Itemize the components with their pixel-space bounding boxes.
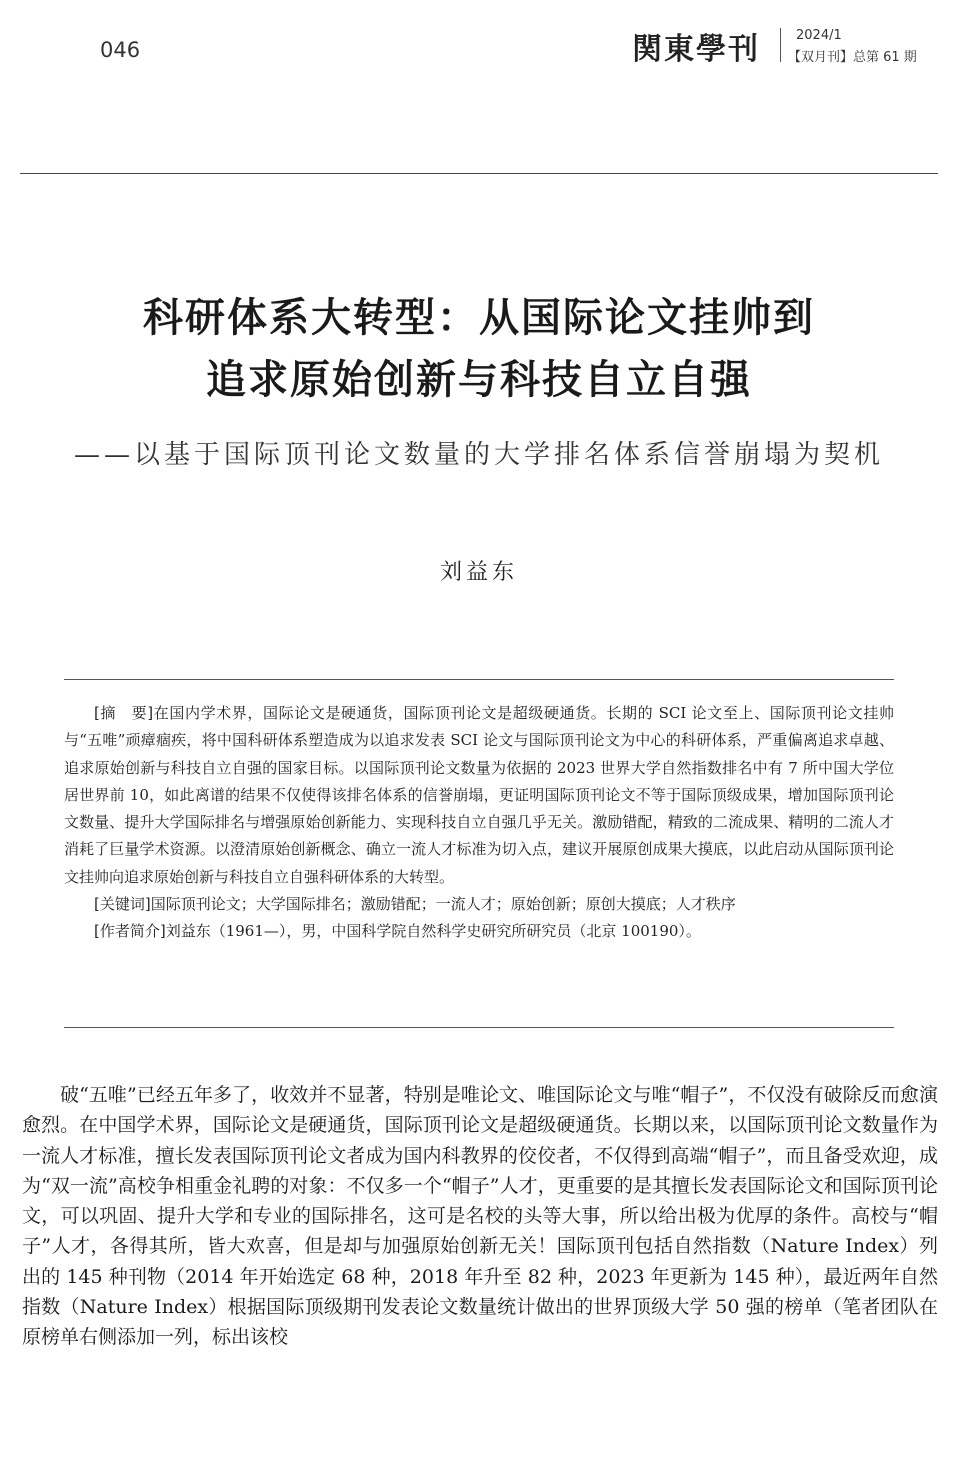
article-title-line-2: 追求原始创新与科技自立自强 [206, 356, 752, 403]
keywords-text: 国际顶刊论文；大学国际排名；激励错配；一流人才；原始创新；原创大摸底；人才秩序 [150, 895, 736, 914]
author-info-label: [作者简介] [94, 922, 166, 941]
header-divider [780, 28, 781, 62]
abstract-label: [摘 要] [94, 704, 154, 722]
body-paragraph: 破“五唯”已经五年多了，收效并不显著，特别是唯论文、唯国际论文与唯“帽子”，不仅没有破除反而愈演愈烈。在中国学术界，国际论文是硬通货，国际顶刊论文是超级硬通货。长期以来，以国际顶刊论文数量作为一流人才标准，擅长发表国际顶刊论文者成为国内科教界的佼佼者，不仅得到高端“帽子”，而且备受欢迎，成为“双一流”高校争相重金礼聘的对象：不仅多一个“帽子”人才，更重要的是其擅长发表国际论文和国际顶刊论文，可以巩固、提升大学和专业的国际排名，这可是名校的头等大事，所以给出极为优厚的条件。高校与“帽子”人才，各得其所，皆大欢喜，但是却与加强原始创新无关！国际顶刊包括自然指数（Nature Index）列出的 145 种刊物（2014 年开始选定 68 种，2018 年升至 82 种，2023 年更新为 145 种），最近两年自然指数（Nature Index）根据国际顶级期刊发表论文数量统计做出的世界顶级大学 50 强的榜单（笔者团队在原榜单右侧添加一列，标出该校 [22, 1084, 938, 1349]
abstract-top-rule [64, 679, 894, 680]
journal-logo: 関東學刊 [632, 32, 760, 67]
abstract-text: 在国内学术界，国际论文是硬通货，国际顶刊论文是超级硬通货。长期的 SCI 论文至上、国际顶刊论文挂帅与“五唯”顽瘴痼疾，将中国科研体系塑造成为以追求发表 SCI 论文与国际顶刊论文为中心的科研体系，严重偏离追求卓越、追求原始创新与科技自立自强的国家目标。以国际顶刊论文数量为依据的 2023 世界大学自然指数排名中有 7 所中国大学位居世界前 10，如此离谱的结果不仅使得该排名体系的信誉崩塌，更证明国际顶刊论文不等于国际顶级成果，增加国际顶刊论文数量、提升大学国际排名与增强原始创新能力、实现科技自立自强几乎无关。激励错配，精致的二流成果、精明的二流人才消耗了巨量学术资源。以澄清原始创新概念、确立一流人才标准为切入点，建议开展原创成果大摸底，以此启动从国际顶刊论文挂帅向追求原始创新与科技自立自强科研体系的大转型。 [64, 704, 894, 886]
header-rule [20, 173, 938, 174]
abstract-paragraph [64, 700, 894, 891]
page-number: 046 [100, 38, 141, 62]
issue-date: 2024/1 [796, 28, 842, 43]
author-info-line [64, 918, 894, 945]
author-info-text: 刘益东（1961—），男，中国科学院自然科学史研究所研究员（北京 100190）。 [165, 922, 701, 941]
article-body [22, 1080, 938, 1353]
article-title-line-1: 科研体系大转型：从国际论文挂帅到 [143, 294, 815, 341]
keywords-label: [关键词] [94, 895, 151, 914]
article-subtitle: ——以基于国际顶刊论文数量的大学排名体系信誉崩塌为契机 [73, 440, 884, 470]
abstract-section [64, 700, 894, 946]
article-author: 刘益东 [439, 560, 518, 585]
keywords-line [64, 891, 894, 918]
abstract-bottom-rule [64, 1027, 894, 1028]
issue-serial: 【双月刊】总第 61 期 [788, 50, 917, 65]
